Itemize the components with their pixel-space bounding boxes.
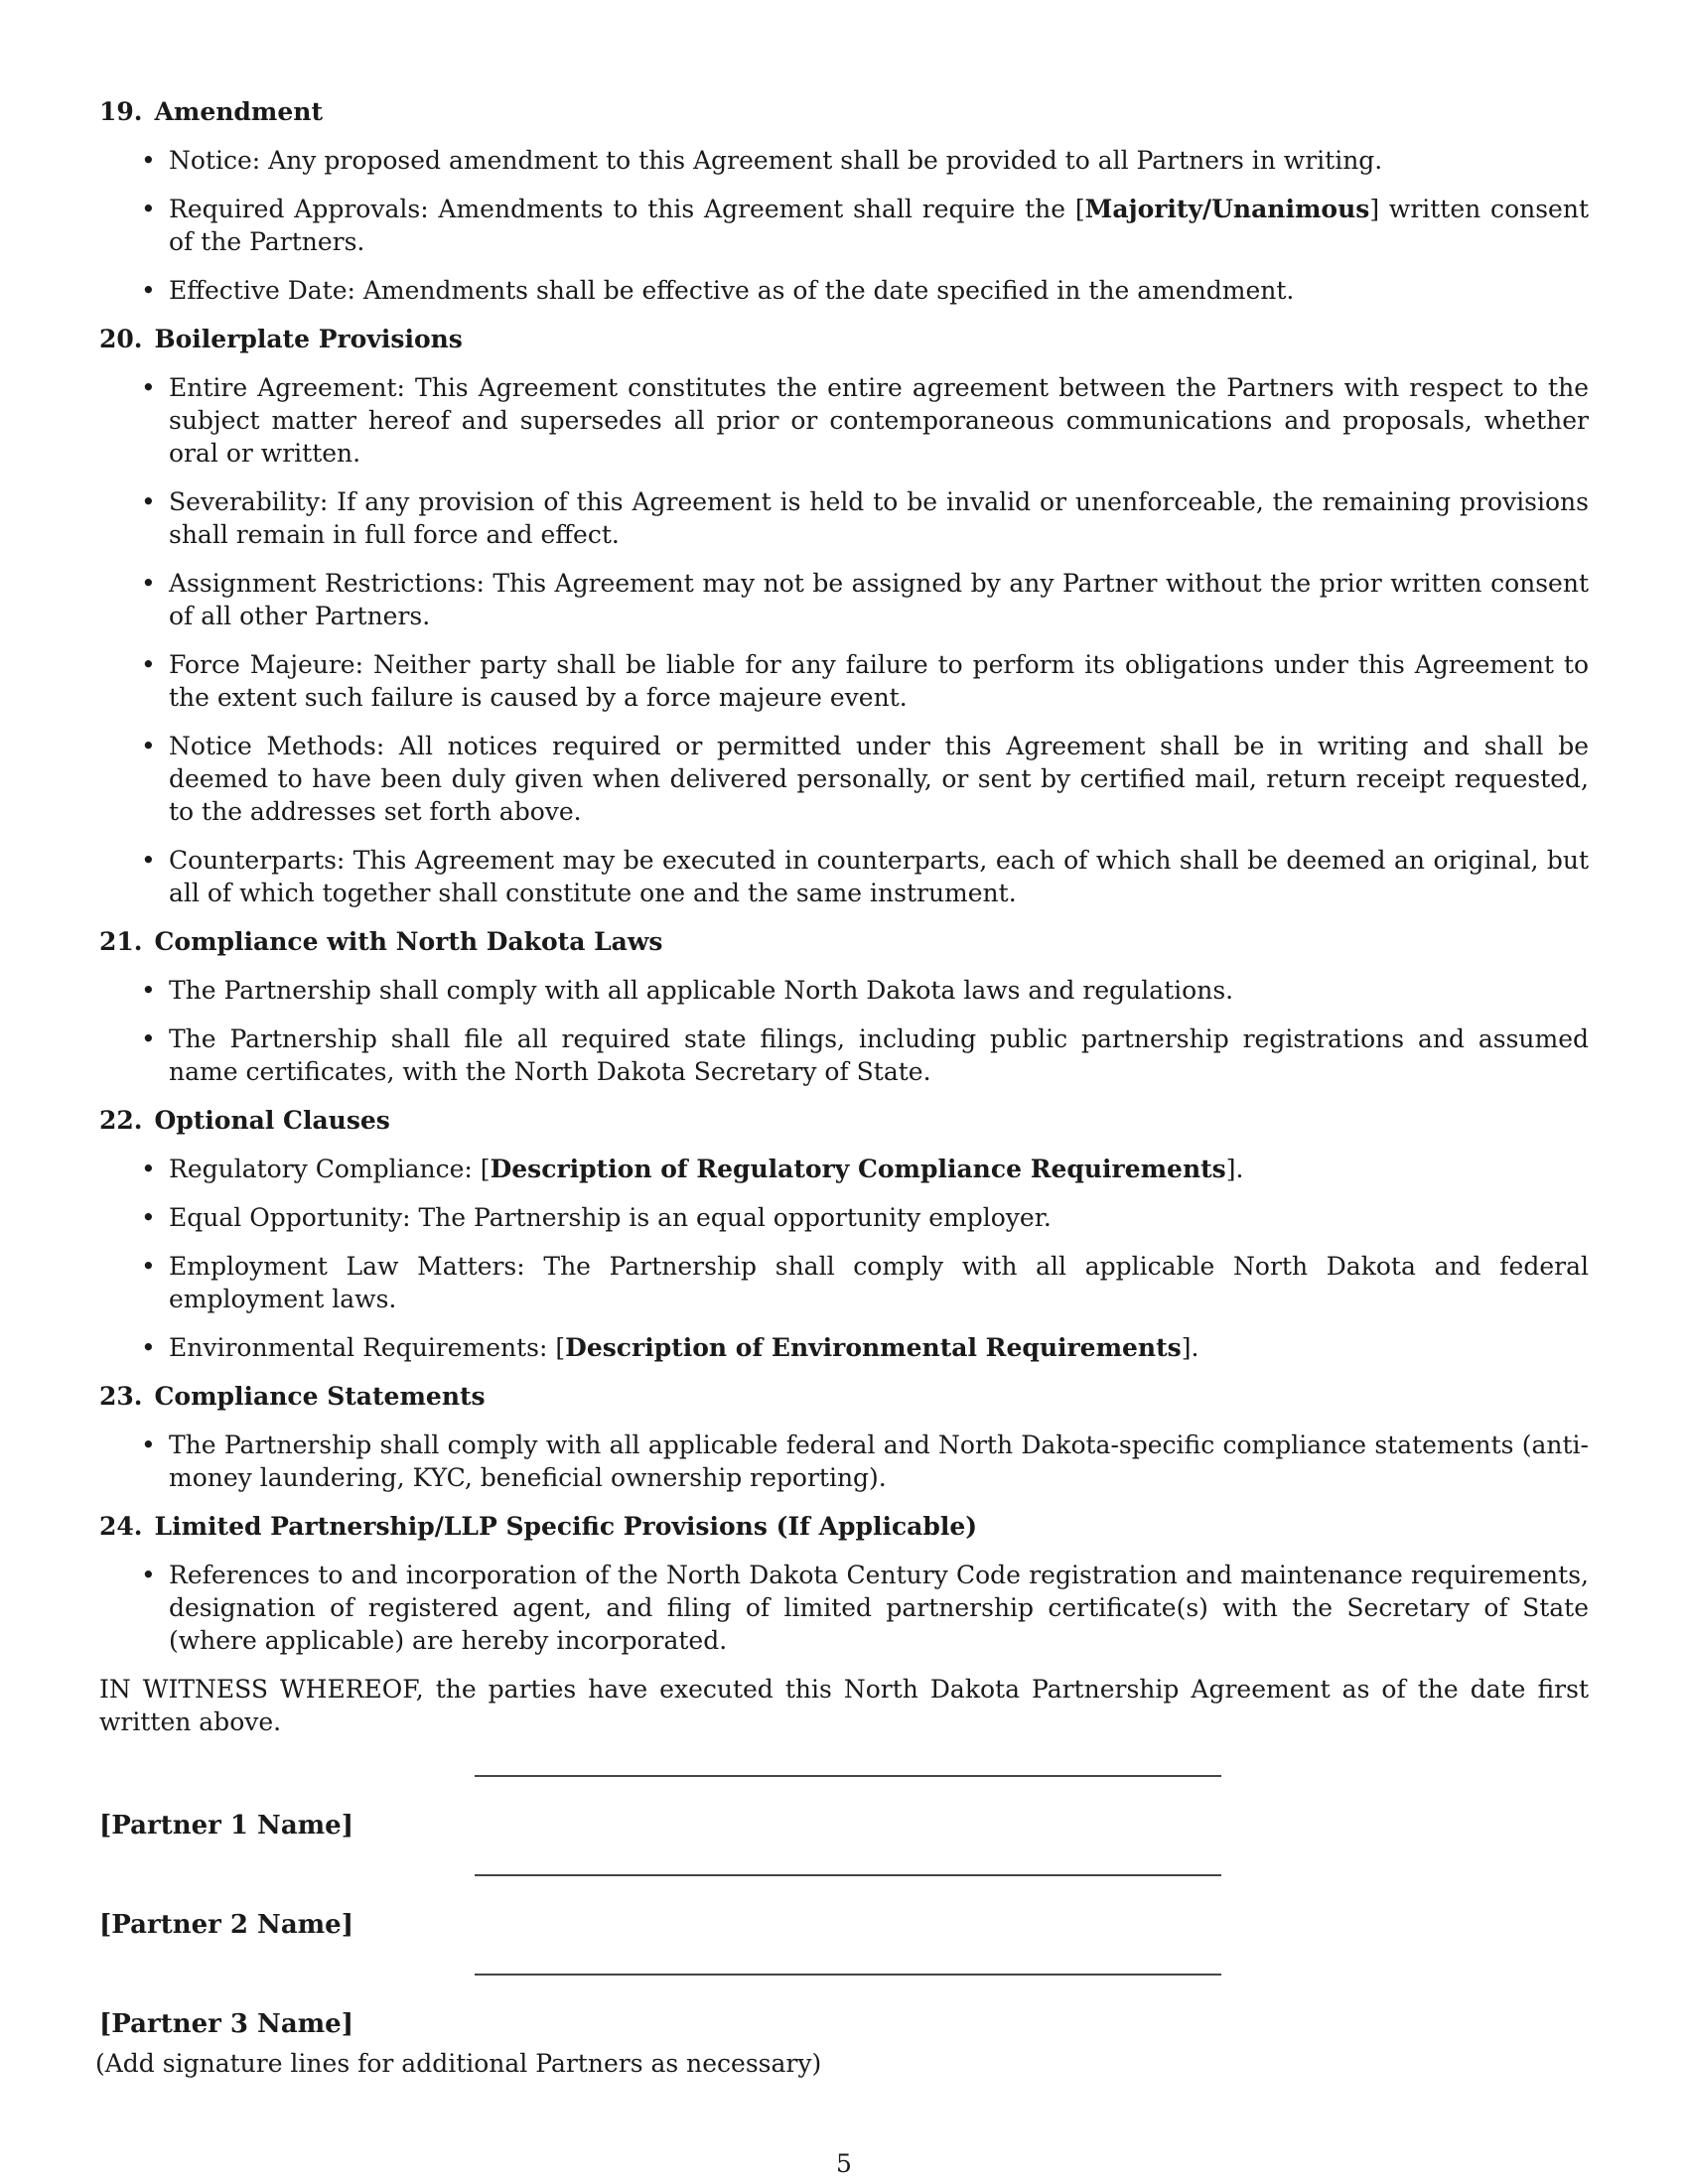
section-number: 22. [99,1106,143,1135]
section-number: 19. [99,97,143,126]
item-text: Counterparts: This Agreement may be executed in counterparts, each of which shall be deemed an original, but all of which together shall constitute one and the same instrument. [169,846,1589,907]
list-item [99,1250,1589,1315]
section-title: Amendment [154,97,323,126]
placeholder-field: Majority/Unanimous [1084,195,1370,223]
signature-row [99,1874,1589,1974]
section-list [99,974,1589,1088]
list-item [99,193,1589,258]
section-list [99,1429,1589,1494]
item-text: Notice: Any proposed amendment to this Agreement shall be provided to all Partners in writing. [169,146,1383,175]
item-text: ] written consent of the Partners. [169,195,1589,256]
item-text: Effective Date: Amendments shall be effective as of the date specified in the amendment. [169,276,1295,305]
section-list [99,144,1589,307]
section-list [99,1559,1589,1657]
item-text: The Partnership shall comply with all applicable federal and North Dakota-specific compliance statements (anti-money laundering, KYC, beneficial ownership reporting). [169,1431,1589,1492]
additional-partners-note: (Add signature lines for additional Partners as necessary) [95,2049,822,2078]
list-item [99,1559,1589,1657]
item-text: Environmental Requirements: [ [169,1333,566,1362]
sections [99,95,1589,1657]
section-heading [99,1380,1589,1413]
section-title: Boilerplate Provisions [154,325,463,353]
section-heading [99,925,1589,958]
signature-line [475,1974,1221,1976]
signature-row [99,1775,1589,1874]
item-text: Notice Methods: All notices required or permitted under this Agreement shall be in writing and shall be deemed to have been duly given when delivered personally, or sent by certified mail, return receipt requested, to the addresses set forth above. [169,732,1589,826]
placeholder-field: Description of Regulatory Compliance Requirements [490,1155,1226,1183]
partner-name: [Partner 3 Name] [99,2009,354,2039]
section-number: 23. [99,1382,143,1411]
list-item [99,144,1589,177]
section-list [99,1153,1589,1364]
page-number: 5 [836,2149,852,2178]
placeholder-field: Description of Environmental Requirements [565,1333,1182,1362]
list-item [99,371,1589,470]
item-text: Assignment Restrictions: This Agreement may not be assigned by any Partner without the prior written consent of all other Partners. [169,569,1589,630]
item-text: Equal Opportunity: The Partnership is an equal opportunity employer. [169,1203,1052,1232]
item-text: Severability: If any provision of this Agreement is held to be invalid or unenforceable, the remaining provisions shall remain in full force and effect. [169,487,1589,549]
list-item [99,730,1589,828]
section-title: Compliance Statements [154,1382,486,1411]
item-text: ]. [1225,1155,1244,1183]
list-item [99,1429,1589,1494]
list-item [99,648,1589,714]
list-item [99,274,1589,307]
item-text: Entire Agreement: This Agreement constitutes the entire agreement between the Partners with respect to the subject matter hereof and supersedes all prior or contemporaneous communications and proposals, whether oral or written. [169,373,1589,468]
partner-name: [Partner 2 Name] [99,1910,354,1940]
list-item [99,1153,1589,1185]
item-text: The Partnership shall comply with all applicable North Dakota laws and regulations. [169,976,1234,1005]
list-item [99,974,1589,1007]
item-text: Required Approvals: Amendments to this Agreement shall require the [ [169,195,1085,223]
item-text: References to and incorporation of the North Dakota Century Code registration and maintenance requirements, designation of registered agent, and filing of limited partnership certificate(s) with the Secretary of State (where applicable) are hereby incorporated. [169,1561,1589,1655]
section-number: 20. [99,325,143,353]
section-heading [99,1510,1589,1543]
list-item [99,485,1589,551]
item-text: ]. [1181,1333,1199,1362]
section-number: 21. [99,927,143,956]
section-title: Compliance with North Dakota Laws [154,927,663,956]
signature-block [99,1775,1589,2073]
list-item [99,1331,1589,1364]
signature-line [475,1775,1221,1777]
list-item [99,844,1589,909]
section-number: 24. [99,1512,143,1541]
item-text: Employment Law Matters: The Partnership shall comply with all applicable North Dakota and federal employment laws. [169,1252,1589,1313]
section-title: Limited Partnership/LLP Specific Provisions (If Applicable) [154,1512,978,1541]
list-item [99,1201,1589,1234]
witness-clause: IN WITNESS WHEREOF, the parties have executed this North Dakota Partnership Agreement as of the date first written above. [99,1675,1589,1736]
list-item [99,567,1589,632]
section-list [99,371,1589,909]
item-text: Force Majeure: Neither party shall be liable for any failure to perform its obligations under this Agreement to the extent such failure is caused by a force majeure event. [169,650,1589,712]
section-heading [99,323,1589,355]
list-item [99,1023,1589,1088]
section-title: Optional Clauses [154,1106,390,1135]
item-text: The Partnership shall file all required state filings, including public partnership registrations and assumed name certificates, with the North Dakota Secretary of State. [169,1024,1589,1086]
section-heading [99,1104,1589,1137]
section-heading [99,95,1589,128]
document-body [99,95,1589,1738]
item-text: Regulatory Compliance: [ [169,1155,491,1183]
partner-name: [Partner 1 Name] [99,1811,354,1841]
signature-line [475,1874,1221,1876]
